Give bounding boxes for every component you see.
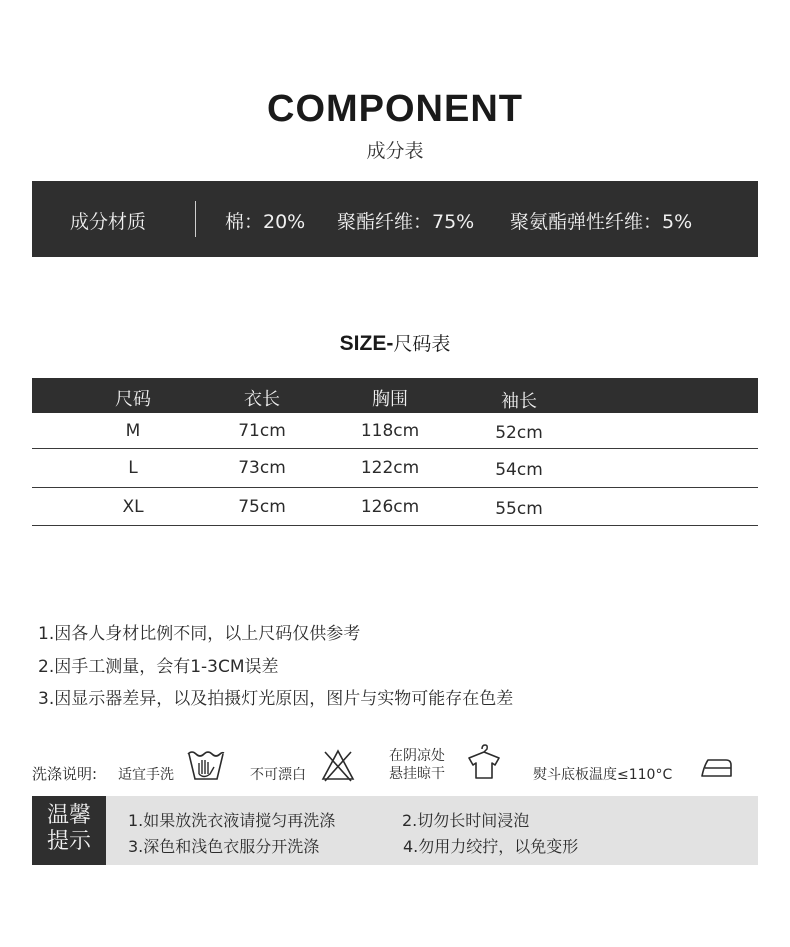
- page-subtitle: 成分表: [366, 140, 424, 162]
- cell-size: M: [125, 421, 141, 441]
- header-length: 衣长: [244, 389, 280, 410]
- tip-2: 2.切勿长时间浸泡: [402, 811, 530, 830]
- table-row: [32, 488, 758, 526]
- header-size: 尺码: [115, 389, 151, 410]
- header-chest: 胸围: [372, 389, 408, 410]
- page-title: COMPONENT: [267, 88, 523, 130]
- cell-size: L: [128, 458, 138, 478]
- table-row: [32, 449, 758, 488]
- composition-divider: [195, 201, 196, 237]
- care-iron: 熨斗底板温度≤110°C: [533, 767, 673, 783]
- iron-icon: [700, 757, 734, 779]
- composition-item-cotton: 棉：20%: [225, 211, 306, 233]
- size-title-bold: SIZE-: [339, 332, 394, 355]
- tip-4: 4.勿用力绞拧，以免变形: [403, 837, 579, 856]
- care-shade-dry-line2: 悬挂晾干: [389, 766, 445, 782]
- cell-sleeve: 55cm: [495, 499, 543, 519]
- no-bleach-icon: [321, 748, 355, 782]
- tip-1: 1.如果放洗衣液请搅匀再洗涤: [128, 811, 336, 830]
- cell-length: 75cm: [238, 497, 286, 517]
- tips-label-line1: 温馨: [46, 803, 91, 828]
- cell-length: 73cm: [238, 458, 286, 478]
- composition-label: 成分材质: [70, 211, 147, 233]
- care-shade-dry-line1: 在阴凉处: [389, 748, 445, 764]
- table-row: [32, 413, 758, 449]
- composition-item-spandex: 聚氨酯弹性纤维：5%: [510, 211, 693, 233]
- cell-size: XL: [122, 497, 144, 517]
- composition-item-polyester: 聚酯纤维：75%: [337, 211, 475, 233]
- tip-3: 3.深色和浅色衣服分开洗涤: [128, 837, 320, 856]
- composition-bar: [32, 181, 758, 257]
- hang-dry-icon: [465, 743, 503, 781]
- header-sleeve: 袖长: [501, 391, 537, 412]
- cell-sleeve: 54cm: [495, 460, 543, 480]
- tips-label: [32, 796, 106, 865]
- care-hand-wash: 适宜手洗: [118, 767, 174, 783]
- size-table-header: [32, 378, 758, 413]
- care-no-bleach: 不可漂白: [250, 767, 306, 783]
- cell-sleeve: 52cm: [495, 423, 543, 443]
- size-title-rest: 尺码表: [393, 333, 451, 355]
- care-label: 洗涤说明:: [32, 765, 98, 783]
- cell-chest: 126cm: [360, 497, 420, 517]
- hand-wash-icon: [186, 748, 226, 782]
- cell-length: 71cm: [238, 421, 286, 441]
- note-2: 2.因手工测量，会有1-3CM误差: [38, 657, 279, 677]
- cell-chest: 122cm: [360, 458, 420, 478]
- cell-chest: 118cm: [360, 421, 420, 441]
- size-chart-title: [0, 329, 790, 356]
- tips-box: [32, 796, 758, 865]
- note-1: 1.因各人身材比例不同，以上尺码仅供参考: [38, 624, 361, 644]
- tips-label-line2: 提示: [46, 829, 91, 854]
- note-3: 3.因显示器差异，以及拍摄灯光原因，图片与实物可能存在色差: [38, 689, 514, 709]
